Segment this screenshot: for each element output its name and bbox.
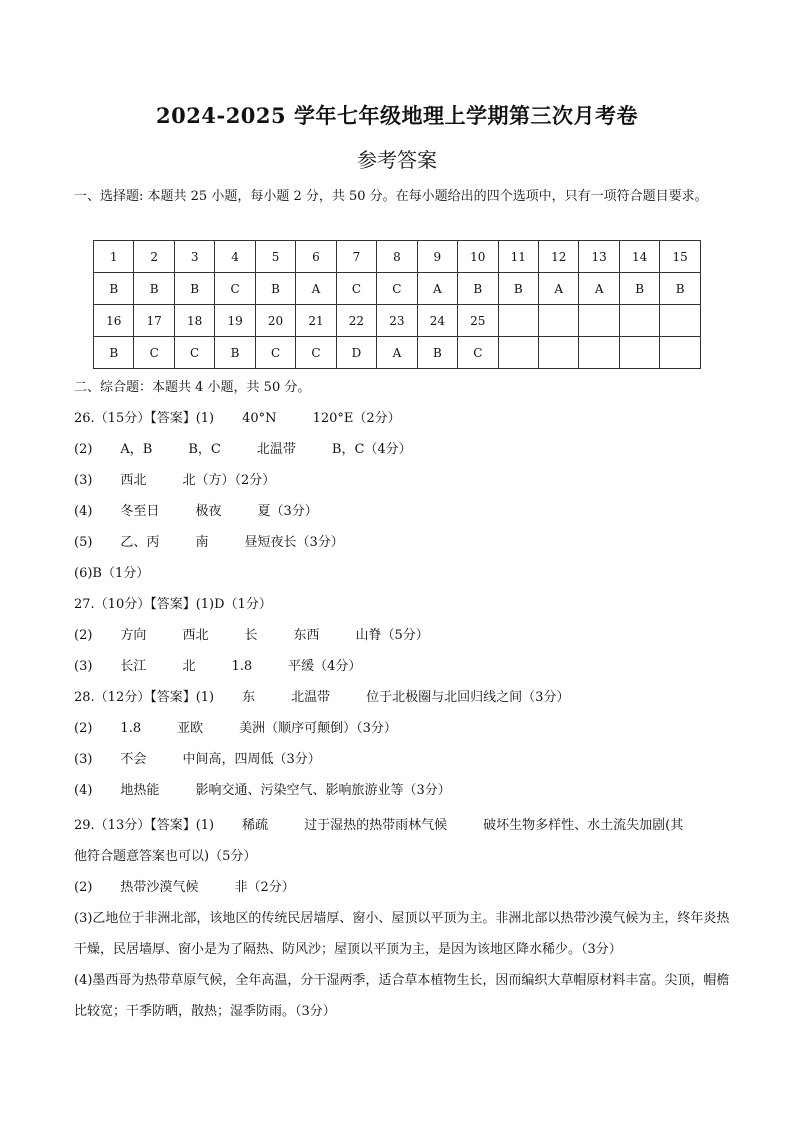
answer-line — [74, 562, 734, 581]
answer-item: B，C（4分） — [331, 442, 412, 457]
answer-item: B，C — [188, 442, 221, 457]
answer-table-cell — [498, 337, 538, 369]
answer-table-cell: B — [417, 337, 457, 369]
answer-table-cell: 23 — [377, 305, 417, 337]
q29-part3: (3)乙地位于非洲北部，该地区的传统民居墙厚、窗小、屋顶以平顶为主。非洲北部以热带沙漠气候为主，终年炎热干燥，民居墙厚、窗小是为了隔热、防风沙；屋顶以平顶为主，是因为该地区降水稀少。（3分） — [74, 911, 730, 957]
answer-table-cell: B — [255, 273, 295, 305]
answer-item: 极夜 — [195, 504, 222, 519]
answer-label: 27.（10分）【答案】(1)D（1分） — [74, 597, 272, 612]
answer-item: 方向 — [120, 628, 147, 643]
answer-table-cell: 5 — [255, 241, 295, 273]
answer-item: 120°E（2分） — [312, 411, 401, 426]
answer-item: 冬至日 — [120, 504, 160, 519]
answer-table-cell: 6 — [296, 241, 336, 273]
answer-label: (6)B（1分） — [74, 566, 150, 581]
answer-item: 非（2分） — [234, 880, 295, 895]
answer-label: (4) — [74, 783, 93, 798]
answer-item: 东西 — [293, 628, 320, 643]
answer-line — [74, 438, 734, 457]
answer-line — [74, 686, 734, 705]
answer-table-cell: B — [660, 273, 701, 305]
answer-line — [74, 779, 734, 798]
answer-table-cell: B — [498, 273, 538, 305]
answer-table-cell: B — [94, 337, 134, 369]
answer-table-cell: A — [579, 273, 619, 305]
document-subtitle: 参考答案 — [357, 148, 437, 172]
answer-item: 热带沙漠气候 — [120, 880, 199, 895]
answer-line — [74, 655, 734, 674]
answer-line — [74, 531, 734, 550]
answer-item: 山脊（5分） — [355, 628, 429, 643]
answer-table-cell: 11 — [498, 241, 538, 273]
answer-item: 西北 — [182, 628, 209, 643]
answer-table-cell: 20 — [255, 305, 295, 337]
answer-table-cell: A — [377, 337, 417, 369]
answer-table-cell — [538, 337, 578, 369]
answer-item: 北（方）（2分） — [182, 473, 276, 488]
answer-item: 过于湿热的热带雨林气候 — [304, 818, 448, 833]
answer-item: 西北 — [120, 473, 147, 488]
answer-table-cell: 3 — [174, 241, 214, 273]
answer-table-cell: 7 — [336, 241, 376, 273]
answer-item: 美洲（顺序可颠倒）（3分） — [239, 721, 397, 736]
answer-table-cell: 16 — [94, 305, 134, 337]
answer-item: 1.8 — [231, 659, 253, 674]
answer-table-cell: 10 — [458, 241, 498, 273]
answer-table-cell: 1 — [94, 241, 134, 273]
answer-item: 北 — [182, 659, 196, 674]
answer-table-cell: 15 — [660, 241, 701, 273]
answer-table-cell — [660, 337, 701, 369]
section1-heading: 一、选择题: 本题共 25 小题，每小题 2 分，共 50 分。在每小题给出的四个选项中，只有一项符合题目要求。 — [74, 189, 708, 204]
answer-line — [74, 407, 734, 426]
answer-label: (2) — [74, 442, 93, 457]
answer-table-cell: C — [336, 273, 376, 305]
answer-table-cell: C — [134, 337, 174, 369]
answer-item: 乙、丙 — [120, 535, 160, 550]
answer-item: 北温带 — [256, 442, 296, 457]
answer-table-cell: 2 — [134, 241, 174, 273]
answer-table-cell: 4 — [215, 241, 255, 273]
answer-table-cell: B — [458, 273, 498, 305]
answer-table-cell: 25 — [458, 305, 498, 337]
answer-label: (5) — [74, 535, 93, 550]
answer-table-cell: 14 — [619, 241, 659, 273]
answer-label: (3) — [74, 659, 93, 674]
answer-item: 破坏生物多样性、水土流失加剧(其 — [483, 818, 684, 833]
answer-table-cell: 18 — [174, 305, 214, 337]
answer-table-cell: C — [174, 337, 214, 369]
answer-table-cell: 21 — [296, 305, 336, 337]
answer-item: 平缓（4分） — [288, 659, 362, 674]
document-title: 2024-2025 学年七年级地理上学期第三次月考卷 — [156, 103, 638, 128]
answer-label: (3) — [74, 473, 93, 488]
answer-line — [74, 500, 734, 519]
answer-item: 北温带 — [291, 690, 331, 705]
answer-table-row — [94, 273, 701, 305]
answer-line — [74, 717, 734, 736]
answer-line — [74, 593, 734, 612]
answer-label: (2) — [74, 721, 93, 736]
answer-item: A，B — [120, 442, 153, 457]
answer-table-cell: C — [215, 273, 255, 305]
answer-item: 1.8 — [120, 721, 142, 736]
q29-part4: (4)墨西哥为热带草原气候，全年高温，分干湿两季，适合草本植物生长，因而编织大草帽原材料丰富。尖顶，帽檐比较宽；干季防晒，散热；湿季防雨。（3分） — [74, 973, 730, 1019]
answer-line — [74, 469, 734, 488]
answer-table-cell: A — [296, 273, 336, 305]
answer-table-cell — [619, 305, 659, 337]
answer-item: 夏（3分） — [257, 504, 318, 519]
answer-table-row — [94, 337, 701, 369]
answer-table-cell: C — [296, 337, 336, 369]
answer-label: 26.（15分）【答案】(1) — [74, 411, 215, 426]
answer-table-cell: C — [377, 273, 417, 305]
answer-item: 长 — [244, 628, 258, 643]
answer-table-cell — [538, 305, 578, 337]
answer-item: 中间高，四周低（3分） — [182, 752, 321, 767]
answer-label: (3) — [74, 752, 93, 767]
answer-item: 南 — [195, 535, 209, 550]
answer-table-cell: B — [174, 273, 214, 305]
answer-label: (2) — [74, 628, 93, 643]
answer-table-cell: B — [134, 273, 174, 305]
answer-table-cell: C — [458, 337, 498, 369]
answer-item: 位于北极圈与北回归线之间（3分） — [366, 690, 570, 705]
answer-table — [93, 240, 701, 369]
answer-item: 不会 — [120, 752, 147, 767]
answer-table-cell: B — [94, 273, 134, 305]
answer-table-cell: 19 — [215, 305, 255, 337]
answer-table-cell: A — [538, 273, 578, 305]
section2-heading: 二、综合题：本题共 4 小题，共 50 分。 — [74, 380, 311, 395]
answer-item: 东 — [242, 690, 256, 705]
answer-table-cell — [498, 305, 538, 337]
answer-table-cell: 13 — [579, 241, 619, 273]
q29-part2 — [74, 876, 734, 895]
answer-label: (4) — [74, 504, 93, 519]
answer-item: 亚欧 — [177, 721, 204, 736]
answer-item: 地热能 — [120, 783, 160, 798]
answer-table-cell: D — [336, 337, 376, 369]
answer-label: 28.（12分）【答案】(1) — [74, 690, 215, 705]
answer-line — [74, 814, 734, 833]
answer-item: 40°N — [242, 411, 277, 426]
answer-item: 稀疏 — [242, 818, 269, 833]
answer-line — [74, 748, 734, 767]
answer-table-cell — [660, 305, 701, 337]
answer-table-cell: B — [215, 337, 255, 369]
answer-label: 29.（13分）【答案】(1) — [74, 818, 215, 833]
answer-table-cell: 22 — [336, 305, 376, 337]
answer-table-cell: 17 — [134, 305, 174, 337]
answer-item: 长江 — [120, 659, 147, 674]
answer-table-cell: C — [255, 337, 295, 369]
answer-table-cell: 9 — [417, 241, 457, 273]
answer-table-cell: A — [417, 273, 457, 305]
answer-label: (2) — [74, 880, 93, 895]
answer-line — [74, 624, 734, 643]
answer-table-cell: B — [619, 273, 659, 305]
answer-table-cell: 12 — [538, 241, 578, 273]
answer-table-cell: 24 — [417, 305, 457, 337]
answer-table-cell — [579, 337, 619, 369]
answer-table-cell: 8 — [377, 241, 417, 273]
answer-item: 昼短夜长（3分） — [244, 535, 344, 550]
answer-table-cell — [619, 337, 659, 369]
answer-table-cell — [579, 305, 619, 337]
answer-table-row — [94, 305, 701, 337]
answer-item: 影响交通、污染空气、影响旅游业等（3分） — [195, 783, 451, 798]
answer-table-row — [94, 241, 701, 273]
q29-continuation: 他符合题意答案也可以)（5分） — [74, 849, 257, 864]
